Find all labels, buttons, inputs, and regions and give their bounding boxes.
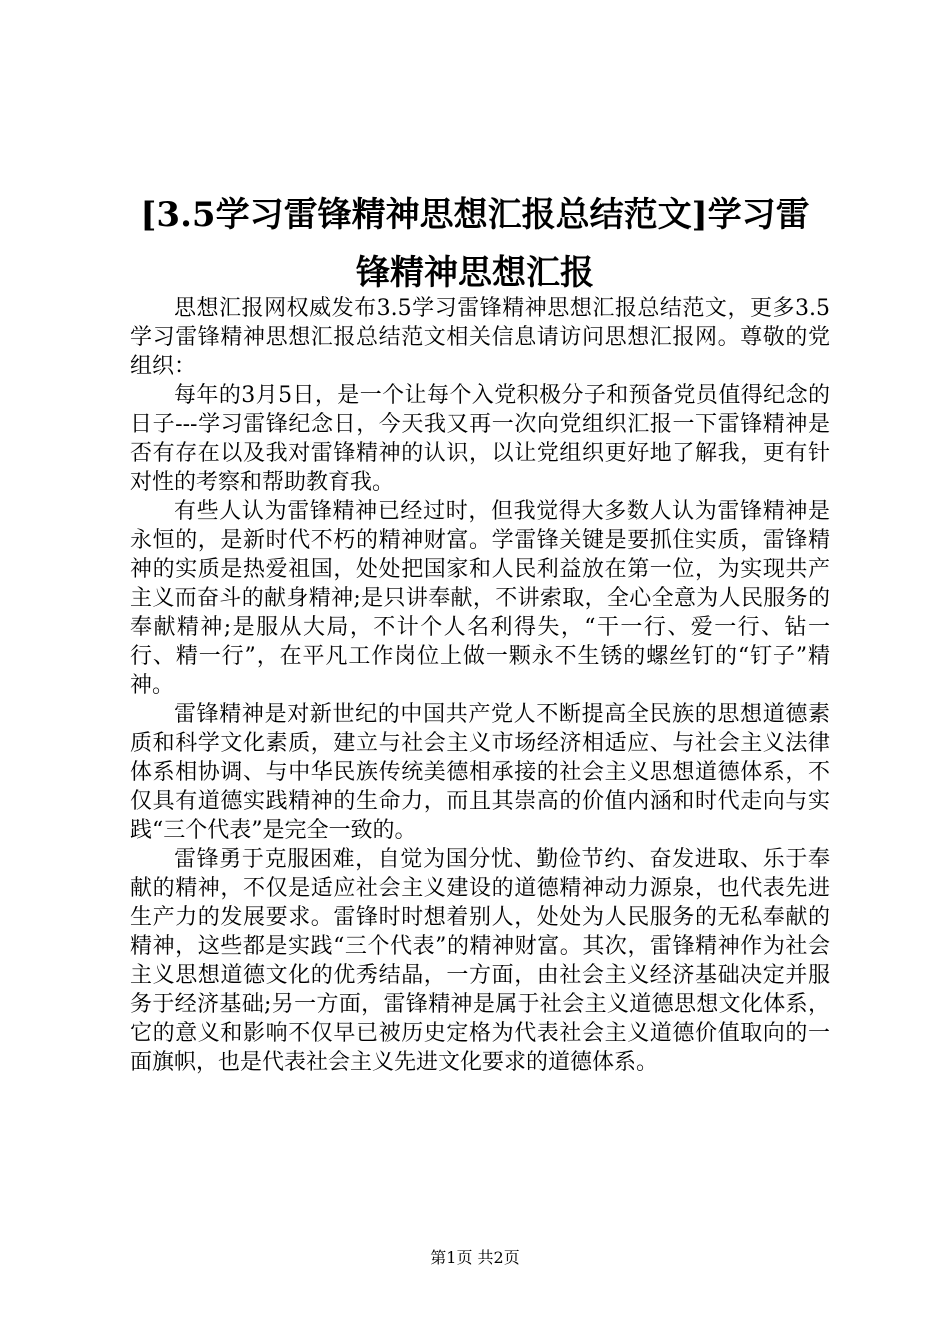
title-line-1: [3.5学习雷锋精神思想汇报总结范文]学习雷 bbox=[140, 195, 810, 235]
paragraph: 有些人认为雷锋精神已经过时，但我觉得大多数人认为雷锋精神是永恒的，是新时代不朽的精神财富。学雷锋关键是要抓住实质，雷锋精神的实质是热爱祖国，处处把国家和人民利益放在第一位，为实现共产主义而奋斗的献身精神;是只讲奉献，不讲索取，全心全意为人民服务的奉献精神;是服从大局，不计个人名利得失，“干一行、爱一行、钻一行、精一行”，在平凡工作岗位上做一颗永不生锈的螺丝钉的“钉子”精神。 bbox=[130, 499, 830, 698]
document-title bbox=[110, 186, 840, 302]
page-footer bbox=[0, 1248, 950, 1268]
page-number: 第1页 共2页 bbox=[430, 1248, 520, 1267]
paragraph: 雷锋精神是对新世纪的中国共产党人不断提高全民族的思想道德素质和科学文化素质，建立与社会主义市场经济相适应、与社会主义法律体系相协调、与中华民族传统美德相承接的社会主义思想道德体系，不仅具有道德实践精神的生命力，而且其崇高的价值内涵和时代走向与实践“三个代表”是完全一致的。 bbox=[130, 702, 830, 843]
paragraph: 雷锋勇于克服困难，自觉为国分忧、勤俭节约、奋发进取、乐于奉献的精神，不仅是适应社会主义建设的道德精神动力源泉，也代表先进生产力的发展要求。雷锋时时想着别人，处处为人民服务的无私奉献的精神，这些都是实践“三个代表”的精神财富。其次，雷锋精神作为社会主义思想道德文化的优秀结晶，一方面，由社会主义经济基础决定并服务于经济基础;另一方面，雷锋精神是属于社会主义道德思想文化体系，它的意义和影响不仅早已被历史定格为代表社会主义道德价值取向的一面旗帜，也是代表社会主义先进文化要求的道德体系。 bbox=[130, 847, 830, 1075]
document-body bbox=[130, 294, 830, 1077]
paragraph: 思想汇报网权威发布3.5学习雷锋精神思想汇报总结范文，更多3.5学习雷锋精神思想汇报总结范文相关信息请访问思想汇报网。尊敬的党组织： bbox=[130, 296, 830, 379]
paragraph: 每年的3月5日，是一个让每个入党积极分子和预备党员值得纪念的日子---学习雷锋纪念日，今天我又再一次向党组织汇报一下雷锋精神是否有存在以及我对雷锋精神的认识，以让党组织更好地了解我，更有针对性的考察和帮助教育我。 bbox=[130, 383, 830, 495]
title-line-2: 锋精神思想汇报 bbox=[356, 253, 594, 293]
